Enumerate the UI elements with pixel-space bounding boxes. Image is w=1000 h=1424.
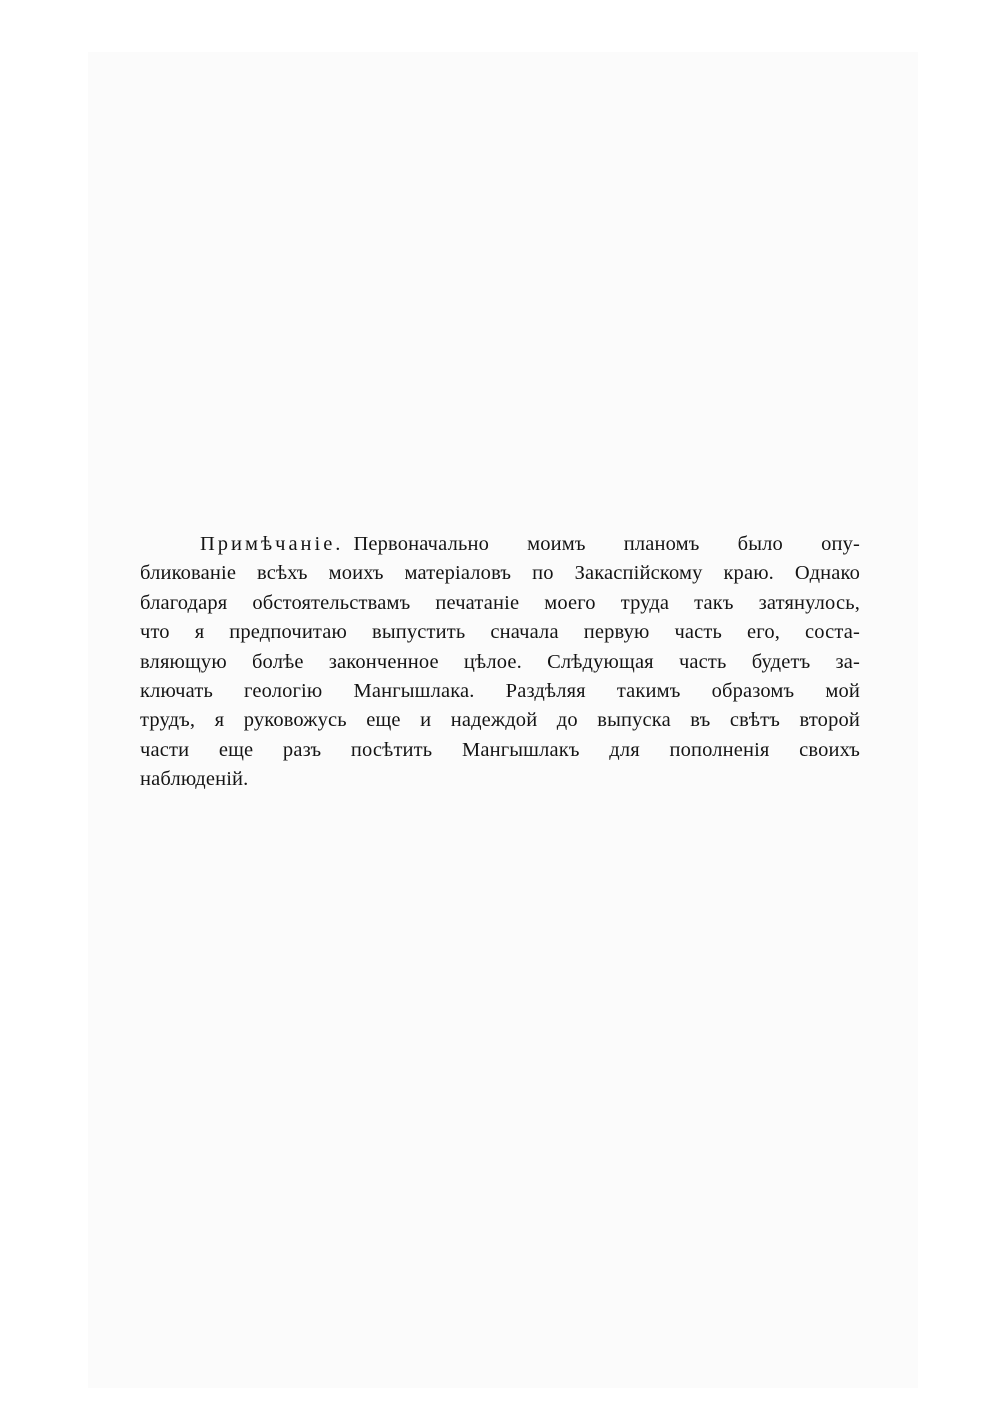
note-heading: Примѣчаніе. [200,533,344,555]
note-line-4: что я предпочитаю выпустить сначала первую часть его, соста- [140,621,860,644]
note-line-3: благодаря обстоятельствамъ печатаніе моего труда такъ затянулось, [140,591,860,614]
note-line-6: ключать геологію Мангышлака. Раздѣляя такимъ образомъ мой [140,679,860,702]
note-paragraph [140,530,860,795]
note-line-9: наблюденій. [140,768,249,791]
note-line-5: вляющую болѣе законченное цѣлое. Слѣдующая часть будетъ за- [140,650,860,673]
note-text-line-1: Первоначально моимъ планомъ было опу- [353,533,860,555]
note-line-8: части еще разъ посѣтить Мангышлакъ для пополненія своихъ [140,738,860,761]
note-line-1 [140,530,860,559]
note-line-2: бликованіе всѣхъ моихъ матеріаловъ по Закаспійскому краю. Однако [140,562,860,585]
note-line-7: трудъ, я руковожусь еще и надеждой до выпуска въ свѣтъ второй [140,709,860,732]
